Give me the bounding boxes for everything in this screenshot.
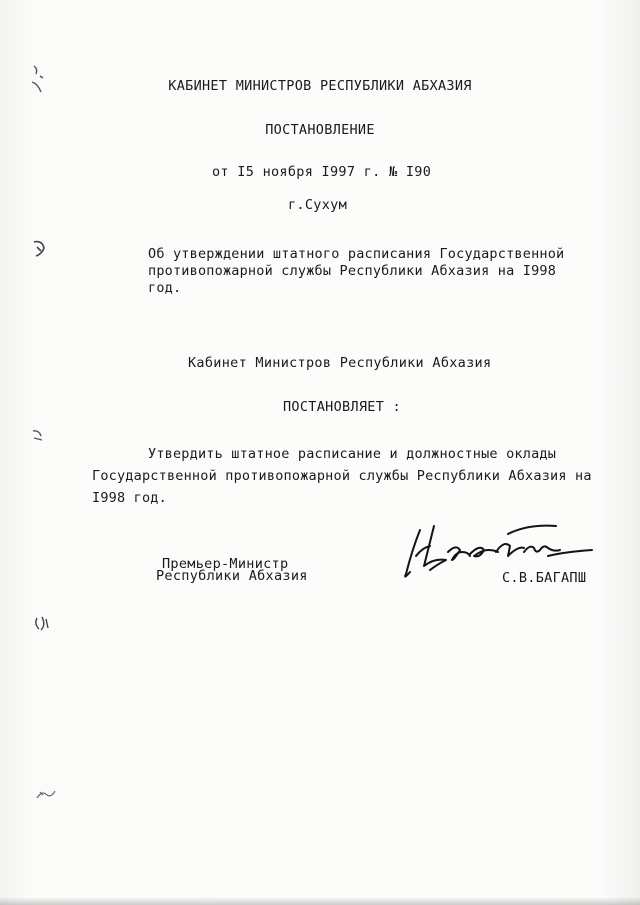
- signatory-title-line-1: Премьер-Министр: [162, 556, 289, 572]
- resolves-heading: ПОСТАНОВЛЯЕТ :: [283, 399, 401, 415]
- punch-hole-mark: [30, 238, 50, 260]
- document-header: КАБИНЕТ МИНИСТРОВ РЕСПУБЛИКИ АБХАЗИЯ: [168, 78, 472, 94]
- signatory-name: С.В.БАГАПШ: [502, 570, 587, 586]
- subject-paragraph: Об утверждении штатного расписания Государственной противопожарной службы Республики Абхазия на I998 год.: [148, 246, 565, 296]
- punch-hole-mark: [32, 614, 54, 634]
- punch-hole-mark: [34, 786, 58, 804]
- signatory-title-line-2: Республики Абхазия: [156, 568, 308, 584]
- scan-edge-shadow: [0, 897, 640, 905]
- enacting-body: Кабинет Министров Республики Абхазия: [188, 355, 492, 371]
- place: г.Сухум: [288, 197, 347, 213]
- decree-paragraph: Утвердить штатное расписание и должностные оклады Государственной противопожарной службы Республики Абхазия на I998 год.: [92, 446, 592, 506]
- date-and-number: от I5 ноября I997 г. № I90: [212, 164, 432, 180]
- punch-hole-mark: [30, 428, 48, 444]
- document-type: ПОСТАНОВЛЕНИЕ: [265, 122, 375, 138]
